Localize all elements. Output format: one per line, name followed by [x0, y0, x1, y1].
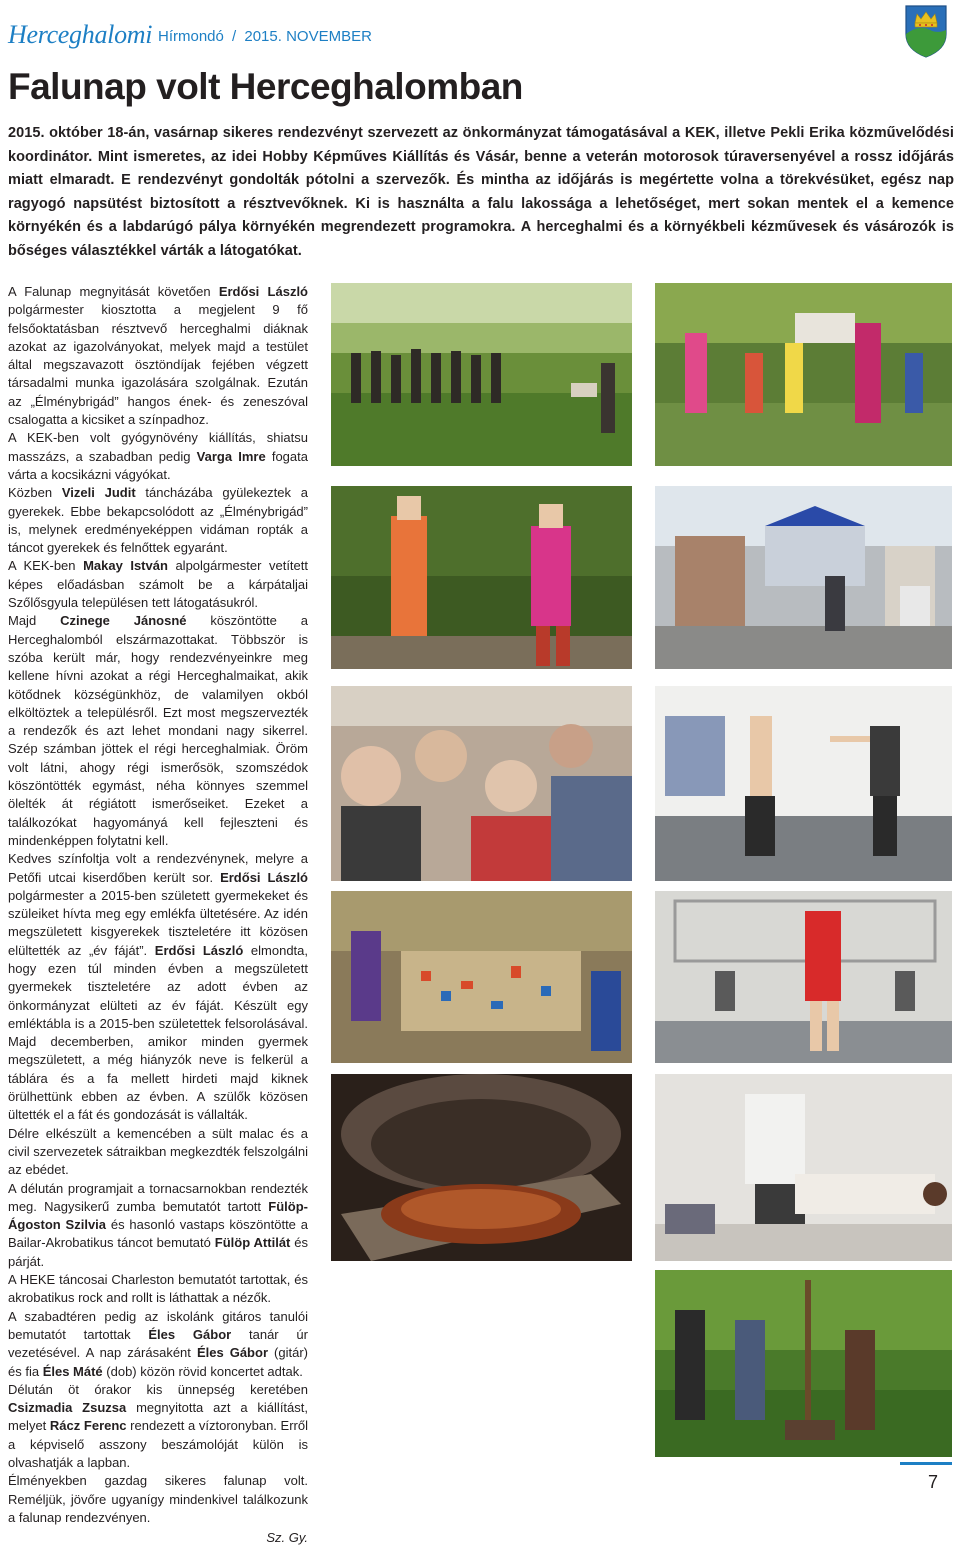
body-text-run: polgármester a 2015-ben született gyermekeket és szüleiket hívta meg egy emlékfa ültetésére. Az idén megszületett kisgyerekek tiszteletére itt közösen elültették az „év fáját”. — [8, 887, 308, 958]
person-name: Rácz Ferenc — [49, 1418, 127, 1434]
photo-children-dancing — [655, 283, 952, 466]
person-name: Varga Imre — [196, 448, 266, 464]
body-text-run: megnyitotta azt a kiállítást, melyet — [8, 1400, 308, 1434]
body-paragraph — [8, 1180, 308, 1271]
body-text-run: fogata várta a kocsikázni vágyókat. — [8, 448, 308, 482]
body-paragraph — [8, 850, 308, 1124]
photo-market-stalls — [655, 486, 952, 669]
article-lead: 2015. október 18-án, vasárnap sikeres rendezvényt szervezett az önkormányzat támogatásával a KEK, illetve Pekli Erika közművelődési koordinátor. Mint ismeretes, az idei Hobby Képműves Kiállítás és Vásár, benne a veterán motorosok túraversenyével a rossz időjárás miatt elmaradt. E rendezvényt gondolták pótolni a szervezők. És mintha az időjárás is megértette volna a törekvésüket, egész nap ragyogó napsütést biztosított a résztvevőknek. Ki is használta a falu lakossága a lehetőséget, mert sokan mentek el a kemence környékén és a labdarúgó pálya környékén megrendezett programokra. A herceghalmi és a környékbeli kézművesek és vásározók is bőséges választékkel várták a látogatókat. — [8, 125, 954, 259]
body-text-run: Délre elkészült a kemencében a sült malac és a civil szervezetek sátraikban megkezdték felszolgálni az ebédet. — [8, 1125, 308, 1178]
page-number: 7 — [927, 1472, 938, 1492]
body-text-run: A KEK-ben volt gyógynövény kiállítás, shiatsu masszázs, a szabadban pedig — [8, 430, 308, 464]
body-paragraph — [8, 1381, 308, 1472]
body-text-run: Délután öt órakor kis ünnepség keretében — [8, 1381, 308, 1397]
body-paragraph — [8, 429, 308, 484]
photo-zumba-demonstration — [655, 686, 952, 881]
issue-date: 2015. NOVEMBER — [244, 28, 372, 45]
page-header — [8, 14, 952, 64]
issue-line — [158, 28, 372, 45]
photo-opening-ceremony — [331, 283, 632, 466]
person-name: Erdősi László — [218, 284, 308, 299]
body-paragraph — [8, 283, 308, 429]
body-text-run: tanár úr vezetésével. A nap zárásaként — [8, 1326, 308, 1361]
herceghalom-coat-of-arms-icon — [904, 4, 948, 58]
person-name: Éles Gábor — [148, 1326, 232, 1342]
body-text-run: köszöntötte a Herceghalomból elszármazottakat. Többször is szóba került már, hogy rendezvényeinkre meg kellene hívni azokat a régi Herceghalmaikat, akik kötődnek községünkhöz, de valamilyen okból elköltöztek a településről. Ezt most megszervezték a rendezők és azt lehet mondani nagy sikerrel. Szép számban jöttek el régi herceghalmiak. Öröm volt látni, ahogy régi ismerősök, szomszédok köszöntötték egymást, néha könnyes szemmel ölelték át régiátott ismerőseiket. Ezeket a találkozókat hagyományá kell fejleszteni és mindenképpen folytatni kell. — [8, 613, 308, 848]
body-text-run: A délután programjait a tornacsarnokban rendezték meg. Nagysikerű zumba bemutatót tartott — [8, 1180, 308, 1214]
body-paragraph — [8, 1271, 308, 1308]
brand-name: Herceghalomi — [8, 20, 153, 49]
photo-gym-dance-performance — [655, 891, 952, 1063]
publication-name: Hírmondó — [158, 28, 224, 45]
body-text-run: A Falunap megnyitását követően — [8, 284, 219, 299]
body-text-run: rendezett a víztoronyban. Erről a képviselő asszony beszámolóját külön is olvashatják a lapban. — [8, 1418, 309, 1470]
person-name: Éles Máté — [42, 1363, 103, 1379]
photo-performers-on-stage — [331, 486, 632, 669]
article-title: Falunap volt Herceghalomban — [8, 66, 523, 107]
body-text-run: Közben — [8, 485, 62, 501]
body-text-run: alpolgármester vetített képes előadásban számolt be a kárpátaljai Szőlősgyula településen tett látogatásukról. — [8, 558, 308, 611]
body-paragraph — [8, 1308, 308, 1381]
person-name: Fülöp Attilát — [214, 1235, 291, 1251]
footer-rule — [900, 1462, 952, 1465]
body-text-run: és párját. — [8, 1235, 308, 1269]
issue-separator: / — [232, 28, 237, 45]
body-paragraph — [8, 484, 308, 557]
photo-tree-planting — [655, 1270, 952, 1457]
author-signature: Sz. Gy. — [266, 1530, 308, 1546]
body-text-run: Kedves színfoltja volt a rendezvénynek, melyre a Petőfi utcai kiserdőben került sor. — [8, 851, 308, 885]
body-text-run: táncházába gyülekeztek a gyerekek. Ebbe bekapcsolódott az „Élménybrigád” is, melynek eredményeképpen vidáman ropták a táncot gyerekek és felnőttek egyaránt. — [8, 485, 309, 556]
photo-toy-stall-children — [331, 891, 632, 1063]
photo-roast-pig-in-oven — [331, 1074, 632, 1261]
person-name: Erdősi László — [154, 942, 244, 958]
photo-shiatsu-massage — [655, 1074, 952, 1261]
body-paragraph — [8, 612, 308, 850]
person-name: Csizmadia Zsuzsa — [8, 1400, 127, 1416]
body-text-run: (dob) közön rövid koncertet adtak. — [102, 1363, 303, 1379]
body-paragraph — [8, 1125, 308, 1180]
body-paragraph — [8, 1472, 308, 1527]
body-text-run: Élményekben gazdag sikeres falunap volt. Reméljük, jövőre ugyanígy mindenkivel találkozunk a falunap rendezvényen. — [8, 1473, 308, 1525]
person-name: Erdősi László — [220, 869, 308, 885]
body-text-run: Majd — [8, 613, 61, 629]
article-body — [8, 283, 308, 1547]
person-name: Czinege Jánosné — [60, 613, 187, 629]
body-text-run: és hasonló vastaps köszöntötte a Bailar-Akrobatikus táncot bemutató — [8, 1217, 308, 1251]
body-text-run: A szabadtéren pedig az iskolánk gitáros tanulói bemutatót tartottak — [8, 1308, 308, 1342]
photo-former-residents-meeting — [331, 686, 632, 881]
person-name: Éles Gábor — [196, 1345, 269, 1361]
person-name: Makay István — [83, 558, 168, 574]
body-paragraph — [8, 557, 308, 612]
body-text-run: A HEKE táncosai Charleston bemutatót tartottak, és akrobatikus rock and rollt is láthattak a nézők. — [8, 1272, 308, 1306]
body-text-run: (gitár) és fia — [8, 1345, 309, 1379]
body-text-run: elmondta, hogy ezen túl minden évben a megszületett gyermekek tiszteletére az adott évben az önkormányzat elülteti az év fáját. Készült egy emléktábla is a 2015-ben születettek felsorolásával. Majd decemberben, amikor minden gyermek megszületett, a még hiányzók neve is felkerül a táblára és a fa mellett hirdeti majd kiknek örülhettünk ebben az évben. A szülők közösen ültették el a fát és gondozását is vállalták. — [8, 942, 309, 1123]
person-name: Vizeli Judit — [61, 485, 136, 501]
body-text-run: A KEK-ben — [8, 558, 84, 574]
body-text-run: polgármester kiosztotta a megjelent 9 fő felsőoktatásban résztvevő herceghalmi diáknak azokat az igazolványokat, melyek majd a testület által megszavazott ösztöndíjak fejében végzett társadalmi munka igazolására szolgálnak. Ezután az „Élménybrigád” hangos ének- és zeneszóval csalogatta a kicsiket a színpadhoz. — [8, 302, 308, 428]
person-name: Fülöp-Ágoston Szilvia — [8, 1198, 308, 1233]
